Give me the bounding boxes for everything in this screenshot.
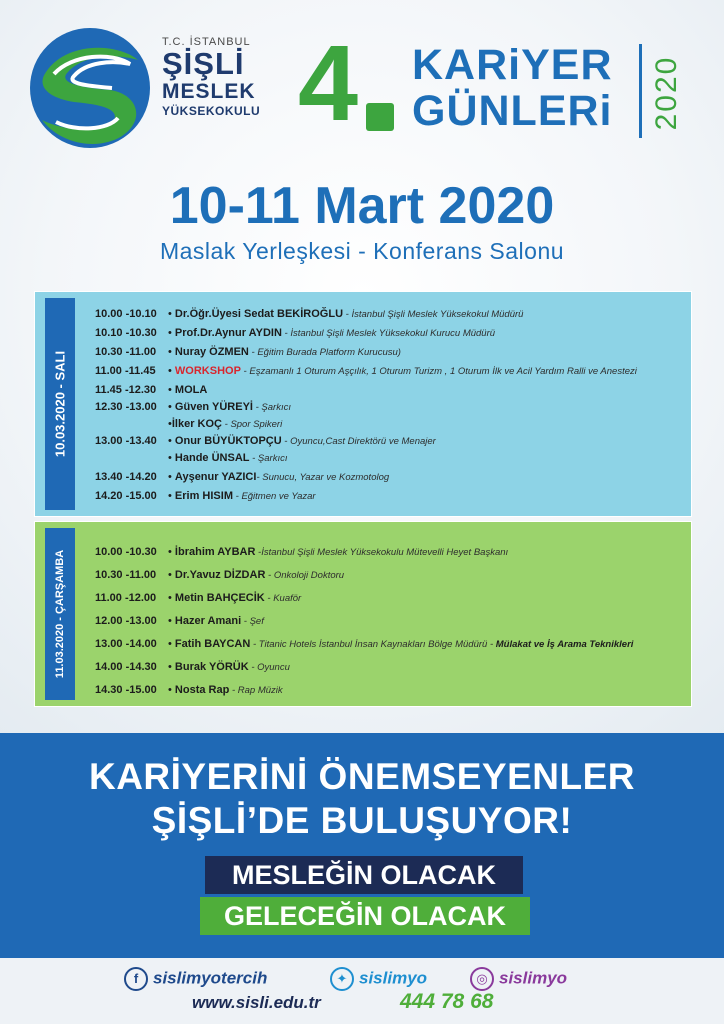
speaker: Güven YÜREYİ [174,401,253,413]
list-item: 11.00 -11.45 • WORKSHOP - Eşzamanlı 1 Oturum Aşçılık, 1 Oturum Turizm , 1 Oturum İlk ve Acil Yardım Ralli ve Anestezi [95,362,685,381]
list-item: • Hande ÜNSAL - Şarkıcı [168,452,288,464]
list-item: 10.10 -10.30 • Prof.Dr.Aynur AYDIN - İstanbul Şişli Meslek Yüksekokul Kurucu Müdürü [95,324,685,343]
role: - Şarkıcı [249,453,288,464]
speaker: Ayşenur YAZICI [174,471,257,483]
role: - Sunucu, Yazar ve Kozmotolog [256,472,390,483]
speaker: Nuray ÖZMEN [174,346,249,358]
event-title-line1: KARiYER [412,41,613,89]
role: - Rap Müzik [229,685,283,696]
instagram-handle: sislimyo [499,968,568,988]
role: - Kuaför [264,593,302,604]
speaker: Prof.Dr.Aynur AYDIN [174,327,282,339]
day1-rows [95,305,685,506]
list-item: 13.00 -13.40 • Onur BÜYÜKTOPÇU - Oyuncu,Cast Direktörü ve Menajer [95,435,436,447]
school-name-line1: ŞİŞLİ [162,46,245,81]
speaker: Dr.Yavuz DİZDAR [174,569,266,581]
list-item: 13.00 -14.00 • Fatih BAYCAN - Titanic Hotels İstanbul İnsan Kaynakları Bölge Müdürü - Mülakat ve İş Arama Teknikleri [95,633,685,656]
time: 12.30 -13.00 [95,401,157,413]
time: 12.00 -13.00 [95,615,157,627]
speaker: Erim HISIM [174,490,233,502]
role: - İstanbul Şişli Meslek Yüksekokul Kurucu Müdürü [281,328,496,339]
list-item: 14.30 -15.00 • Nosta Rap - Rap Müzik [95,679,685,702]
website-link[interactable]: www.sisli.edu.tr [192,993,321,1012]
time: 10.30 -11.00 [95,569,157,581]
day1-schedule [34,291,692,517]
edition-number: 4 [298,22,359,143]
role: - Oyuncu,Cast Direktörü ve Menajer [281,436,436,447]
time: 10.00 -10.30 [95,546,157,558]
list-item: 11.00 -12.00 • Metin BAHÇECİK - Kuaför [95,587,685,610]
time: 10.00 -10.10 [95,308,157,320]
day2-ribbon [45,528,75,700]
facebook-link[interactable] [124,967,267,991]
role: - Eşzamanlı 1 Oturum Aşçılık, 1 Oturum Turizm , 1 Oturum İlk ve Acil Yardım Ralli ve Anestezi [240,366,637,377]
time: 13.00 -14.00 [95,638,157,650]
facebook-icon: f [124,967,148,991]
speaker: İlker KOÇ [171,418,222,430]
event-title-line2: GÜNLERi [412,87,613,135]
edition-dot [366,103,394,131]
list-item: 14.20 -15.00 • Erim HISIM - Eğitmen ve Yazar [95,487,685,506]
day2-rows [95,541,685,702]
time: 14.00 -14.30 [95,661,157,673]
role: - Oyuncu [248,662,290,673]
list-item: 13.40 -14.20 • Ayşenur YAZICI- Sunucu, Yazar ve Kozmotolog [95,468,685,487]
time: 11.45 -12.30 [95,384,157,396]
role: - Eğitmen ve Yazar [233,491,316,502]
list-item: •İlker KOÇ - Spor Spikeri [168,418,283,430]
slogan-line1: KARİYERİNİ ÖNEMSEYENLER [88,756,635,797]
list-item: 10.30 -11.00 • Nuray ÖZMEN - Eğitim Burada Platform Kurucusu) [95,343,685,362]
school-name-line3: YÜKSEKOKULU [162,104,261,118]
slogan [0,755,724,843]
speaker: MOLA [174,384,208,396]
event-venue: Maslak Yerleşkesi - Konferans Salonu [159,238,565,264]
list-item: 14.00 -14.30 • Burak YÖRÜK - Oyuncu [95,656,685,679]
speaker: Dr.Öğr.Üyesi Sedat BEKİROĞLU [174,308,344,320]
day1-label: 10.03.2020 - SALI [52,350,68,458]
day2-schedule [34,521,692,707]
list-item: 12.00 -13.00 • Hazer Amani - Şef [95,610,685,633]
school-name [162,36,282,118]
role: - Titanic Hotels İstanbul İnsan Kaynakları Bölge Müdürü - [250,639,496,650]
time: 10.30 -11.00 [95,346,157,358]
role: -İstanbul Şişli Meslek Yüksekokulu Mütevelli Heyet Başkanı [255,547,509,558]
role: - Eğitim Burada Platform Kurucusu) [248,347,401,358]
title-divider [639,44,642,138]
role: - Şef [241,616,264,627]
list-item: 11.45 -12.30 • MOLA [95,381,685,400]
workshop-label: WORKSHOP [174,365,241,377]
phone-number: 444 78 68 [400,990,494,1013]
speaker: Nosta Rap [174,684,230,696]
speaker: Onur BÜYÜKTOPÇU [174,435,282,447]
role: - Spor Spikeri [222,419,283,430]
speaker: Metin BAHÇECİK [174,592,265,604]
event-year: 2020 [650,55,683,131]
day1-ribbon [45,298,75,510]
event-title [412,42,642,134]
tagline-future: GELECEĞİN OLACAK [200,897,530,935]
time: 14.20 -15.00 [95,490,157,502]
speaker: Hande ÜNSAL [174,452,250,464]
school-name-line2: MESLEK [162,80,256,103]
speaker: Burak YÖRÜK [174,661,249,673]
time: 14.30 -15.00 [95,684,157,696]
twitter-handle: sislimyo [359,968,428,988]
speaker: İbrahim AYBAR [174,546,256,558]
list-item: 12.30 -13.00 • Güven YÜREYİ - Şarkıcı [95,401,291,413]
twitter-icon: ✦ [330,967,354,991]
facebook-handle: sislimyotercih [153,968,268,988]
time: 13.00 -13.40 [95,435,157,447]
slogan-line2: ŞİŞLİ’DE BULUŞUYOR! [151,800,573,841]
time: 13.40 -14.20 [95,471,157,483]
list-item: 10.00 -10.30 • İbrahim AYBAR -İstanbul Şişli Meslek Yüksekokulu Mütevelli Heyet Başkanı [95,541,685,564]
time: 11.00 -12.00 [95,592,157,604]
list-item: 10.00 -10.10 • Dr.Öğr.Üyesi Sedat BEKİROĞLU - İstanbul Şişli Meslek Yüksekokul Müdürü [95,305,685,324]
time: 10.10 -10.30 [95,327,157,339]
instagram-link[interactable] [470,967,567,991]
event-date: 10-11 Mart 2020 [169,177,555,235]
school-logo-icon [26,24,154,152]
list-item: 10.30 -11.00 • Dr.Yavuz DİZDAR - Onkoloji Doktoru [95,564,685,587]
day2-label: 11.03.2020 - ÇARŞAMBA [54,549,66,679]
role: - Onkoloji Doktoru [265,570,345,581]
session-topic: Mülakat ve İş Arama Teknikleri [495,639,634,650]
time: 11.00 -11.45 [95,365,156,377]
twitter-link[interactable] [330,967,427,991]
speaker: Hazer Amani [174,615,242,627]
instagram-icon: ◎ [470,967,494,991]
school-prefix: T.C. İSTANBUL [162,36,251,48]
tagline-profession: MESLEĞİN OLACAK [205,856,523,894]
speaker: Fatih BAYCAN [174,638,251,650]
role: - Şarkıcı [252,402,291,413]
role: - İstanbul Şişli Meslek Yüksekokul Müdürü [343,309,524,320]
